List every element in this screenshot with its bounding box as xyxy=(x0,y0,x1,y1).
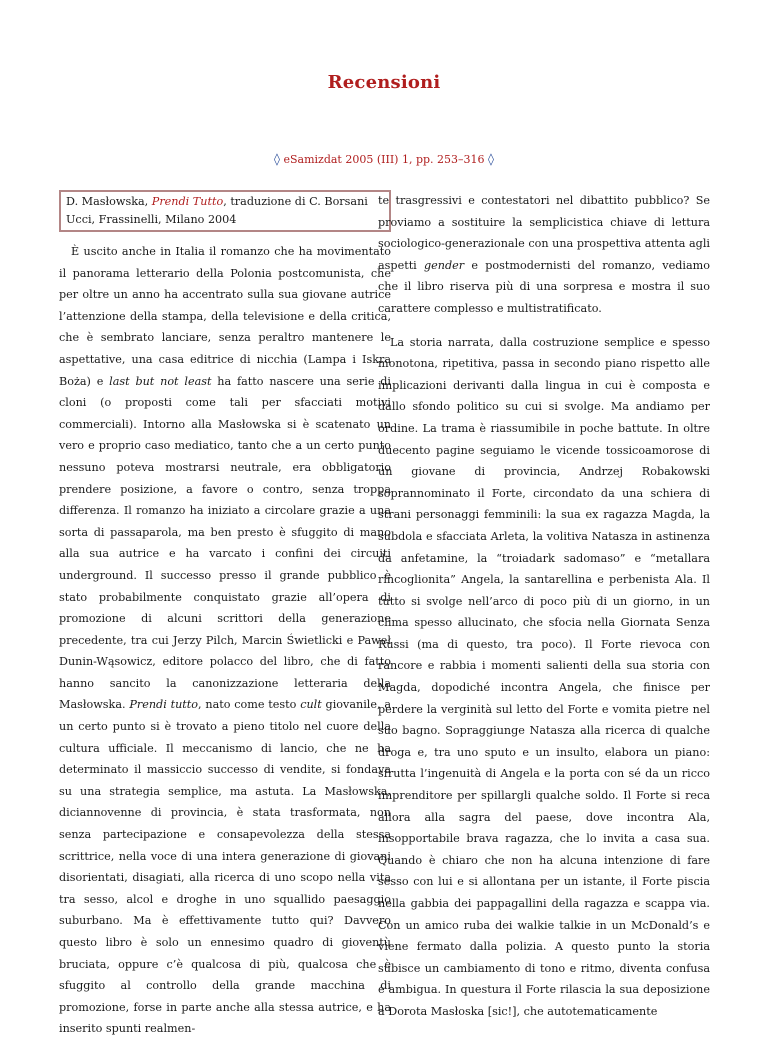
italic-text: Prendi tutto xyxy=(129,698,199,712)
section-title: Recensioni xyxy=(327,72,441,93)
italic-text: gender xyxy=(424,258,465,272)
italic-text: cult xyxy=(300,698,322,712)
journal-name[interactable]: eSamizdat xyxy=(283,153,342,166)
journal-citation xyxy=(0,152,768,166)
book-reference-box[interactable] xyxy=(59,190,391,232)
diamond-right-icon: ◊ xyxy=(488,152,494,166)
paragraph: La storia narrata, dalla costruzione semplice e spesso monotona, ripetitiva, passa in secondo piano rispetto alle implicazioni derivanti dalla lingua in cui è composta e dallo sfondo politico su cui si svolge. Ma andiamo per ordine. La trama è riassumibile in poche battute. In oltre duecento pagine seguiamo le vicende tossicoamorose di un giovane di provincia, Andrzej Robakowski soprannominato il Forte, circondato da una schiera di strani personaggi femminili: la sua ex ragazza Magda, la subdola e sfacciata Arleta, la volitiva Natasza in astinenza da anfetamine, la “troiadark sadomaso” e “metallara rincoglionita” Angela, la santarellina e perbenista Ala. Il tutto si svolge nell’arco di poco più di un giorno, in un clima spesso allucinato, che sfocia nella Giornata Senza Russi (ma di questo, tra poco). Il Forte rievoca con rancore e rabbia i momenti salienti della sua storia con Magda, dopodiché incontra Angela, che finisce per perdere la verginità sul letto del Forte e vomita pietre nel suo bagno. Sopraggiunge Natasza alla ricerca di qualche droga e, tra uno sputo e un insulto, elabora un piano: sfrutta l’ingenuità di Angela e la porta con sé da un ricco imprenditore per spillargli qualche soldo. Il Forte si reca allora alla sagra del paese, dove incontra Ala, insopportabile brava ragazza, che lo invita a casa sua. Quando è chiaro che non ha alcuna intenzione di fare sesso con lui e si allontana per un istante, il Forte piscia nella gabbia dei pappagallini della ragazza e scappa via. Con un amico ruba dei walkie talkie in un McDonald’s e viene fermato dalla polizia. A questo punto la storia subisce un cambiamento di tono e ritmo, diventa confusa e ambigua. In questura il Forte rilascia la sua deposizione a Dorota Masłoska [sic!], che autotematicamente xyxy=(378,335,710,1018)
paragraph xyxy=(59,241,391,1040)
right-column xyxy=(378,190,710,1023)
text-run: te trasgressivi e contestatori nel dibattito pubblico? Se proviamo a sostituire la semplicistica chiave di lettura sociologico-generazionale con una prospettiva attenta agli aspetti xyxy=(378,194,710,272)
italic-text: last but not least xyxy=(109,374,212,388)
text-run: È uscito anche in Italia il romanzo che ha movimentato il panorama letterario della Polonia postcomunista, che per oltre un anno ha accentrato sulla sua giovane autrice l’attenzione della stampa, della televisione e della critica, che è sembrato lanciare, senza peraltro mantenere le aspettative, una casa editrice di nicchia (Lampa i Iskra Boża) e xyxy=(59,245,391,388)
text-run: e postmodernisti del romanzo, vediamo che il libro riserva più di una sorpresa e mostra il suo carattere complesso e multistratificato. xyxy=(378,258,710,315)
diamond-left-icon: ◊ xyxy=(274,152,280,166)
text-run: , nato come testo xyxy=(198,698,301,712)
paragraph xyxy=(378,190,710,320)
citation-details: 2005 (III) 1, pp. 253–316 xyxy=(345,153,485,166)
book-publication-details: , traduzione di C. Borsani Ucci, Frassinelli, Milano 2004 xyxy=(66,195,368,226)
book-author: D. Masłowska, xyxy=(66,195,149,208)
text-run: ha fatto nascere una serie di cloni (o proposti come tali per sfacciati motivi commerciali). Intorno alla Masłowska si è scatenato un vero e proprio caso mediatico, tanto che a un certo punto nessuno poteva mostrarsi neutrale, era obbligatorio prendere posizione, a favore o contro, senza troppa differenza. Il romanzo ha iniziato a circolare grazie a una sorta di passaparola, ma ben presto è sfuggito di mano alla sua autrice e ha varcato i confini dei circuiti underground. Il successo presso il grande pubblico è stato probabilmente conquistato grazie all’opera di promozione di alcuni scrittori della generazione precedente, tra cui Jerzy Pilch, Marcin Świetlicki e Paweł Dunin-Wąsowicz, editore polacco del libro, che di fatto hanno sancito la canonizzazione letteraria della Masłowska. xyxy=(59,374,391,712)
book-title: Prendi Tutto xyxy=(151,195,224,208)
left-column xyxy=(59,190,391,1040)
text-run: giovanile, a un certo punto si è trovato a pieno titolo nel cuore della cultura ufficiale. Il meccanismo di lancio, che ne ha determinato il massiccio successo di vendite, si fondava su una strategia semplice, ma astuta. La Masłowska, diciannovenne di provincia, è stata trasformata, non senza partecipazione e consapevolezza della stessa scrittrice, nella voce di una intera generazione di giovani disorientati, disagiati, alla ricerca di uno scopo nella vita tra sesso, alcol e droghe in uno squallido paesaggio suburbano. Ma è effettivamente tutto qui? Davvero questo libro è solo un ennesimo quadro di gioventù bruciata, oppure c’è qualcosa di più, qualcosa che è sfuggito al controllo della grande macchina di promozione, forse in parte anche alla stessa autrice, e ha inserito spunti realmen- xyxy=(59,698,391,1036)
